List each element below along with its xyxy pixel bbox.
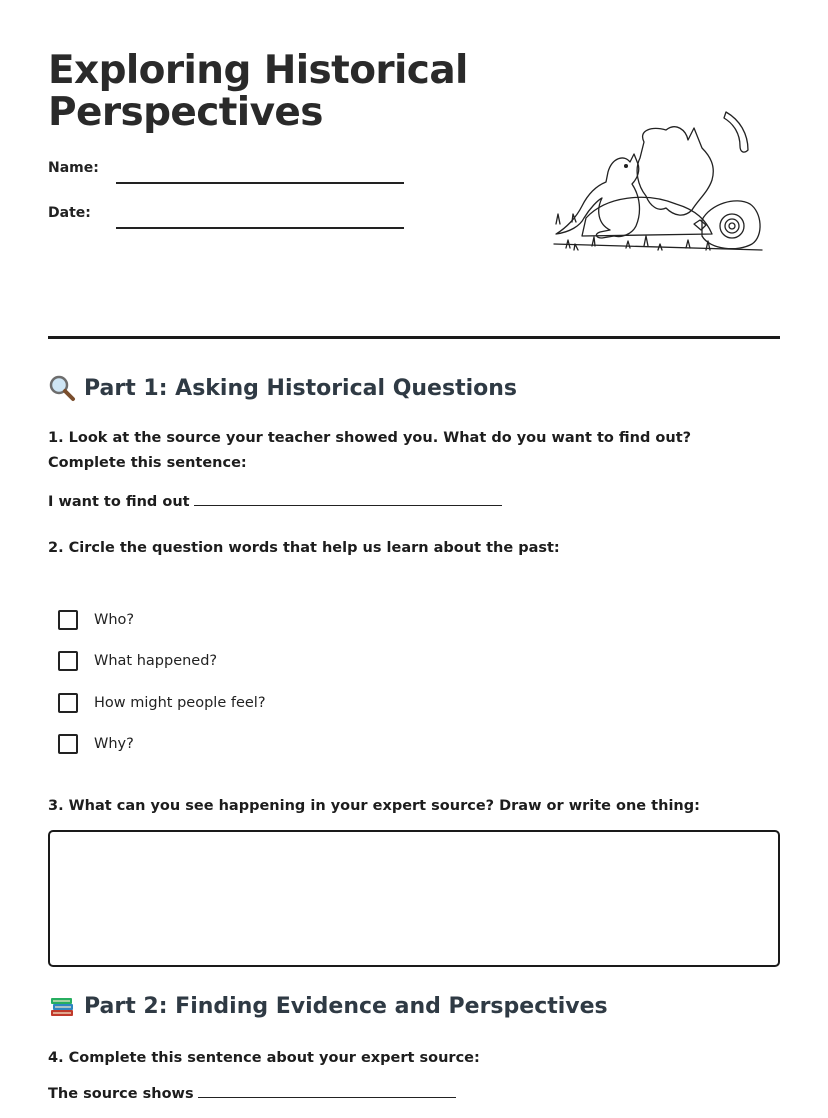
kangaroo-australia-map-icon — [526, 100, 766, 262]
worksheet-title: Exploring Historical Perspectives — [48, 48, 468, 135]
name-line[interactable] — [116, 182, 404, 184]
section-divider — [48, 336, 780, 339]
find-out-sentence — [48, 494, 502, 510]
name-field[interactable] — [48, 160, 408, 190]
find-out-prompt: I want to find out — [48, 494, 190, 510]
checkbox[interactable] — [58, 693, 78, 713]
date-line[interactable] — [116, 227, 404, 229]
source-shows-blank[interactable] — [198, 1097, 456, 1098]
source-shows-prompt: The source shows — [48, 1086, 194, 1102]
question-1: 1. Look at the source your teacher showed you. What do you want to find out? Complete this sentence: — [48, 430, 692, 471]
find-out-blank[interactable] — [194, 505, 502, 506]
option-label: What happened? — [94, 653, 218, 670]
question-4: 4. Complete this sentence about your expert source: — [48, 1050, 480, 1066]
option-label: Who? — [94, 611, 135, 628]
books-icon — [48, 992, 76, 1020]
part2-heading: Part 2: Finding Evidence and Perspectives — [48, 992, 608, 1020]
worksheet-page — [48, 0, 780, 1118]
checkbox[interactable] — [58, 734, 78, 754]
question-word-options — [58, 599, 266, 765]
source-shows-sentence — [48, 1086, 456, 1102]
draw-or-write-box[interactable] — [48, 830, 780, 967]
question-2: 2. Circle the question words that help us learn about the past: — [48, 540, 560, 556]
name-label: Name: — [48, 160, 99, 176]
question-3: 3. What can you see happening in your expert source? Draw or write one thing: — [48, 798, 700, 814]
option-who[interactable] — [58, 599, 266, 641]
option-label: Why? — [94, 736, 134, 753]
option-how-might-people-feel[interactable] — [58, 682, 266, 724]
checkbox[interactable] — [58, 610, 78, 630]
date-label: Date: — [48, 205, 91, 221]
part1-heading: Part 1: Asking Historical Questions — [48, 374, 517, 402]
date-field[interactable] — [48, 205, 408, 235]
magnifying-glass-icon — [48, 374, 76, 402]
checkbox[interactable] — [58, 651, 78, 671]
option-what-happened[interactable] — [58, 641, 266, 683]
option-label: How might people feel? — [94, 694, 266, 711]
option-why[interactable] — [58, 724, 266, 766]
